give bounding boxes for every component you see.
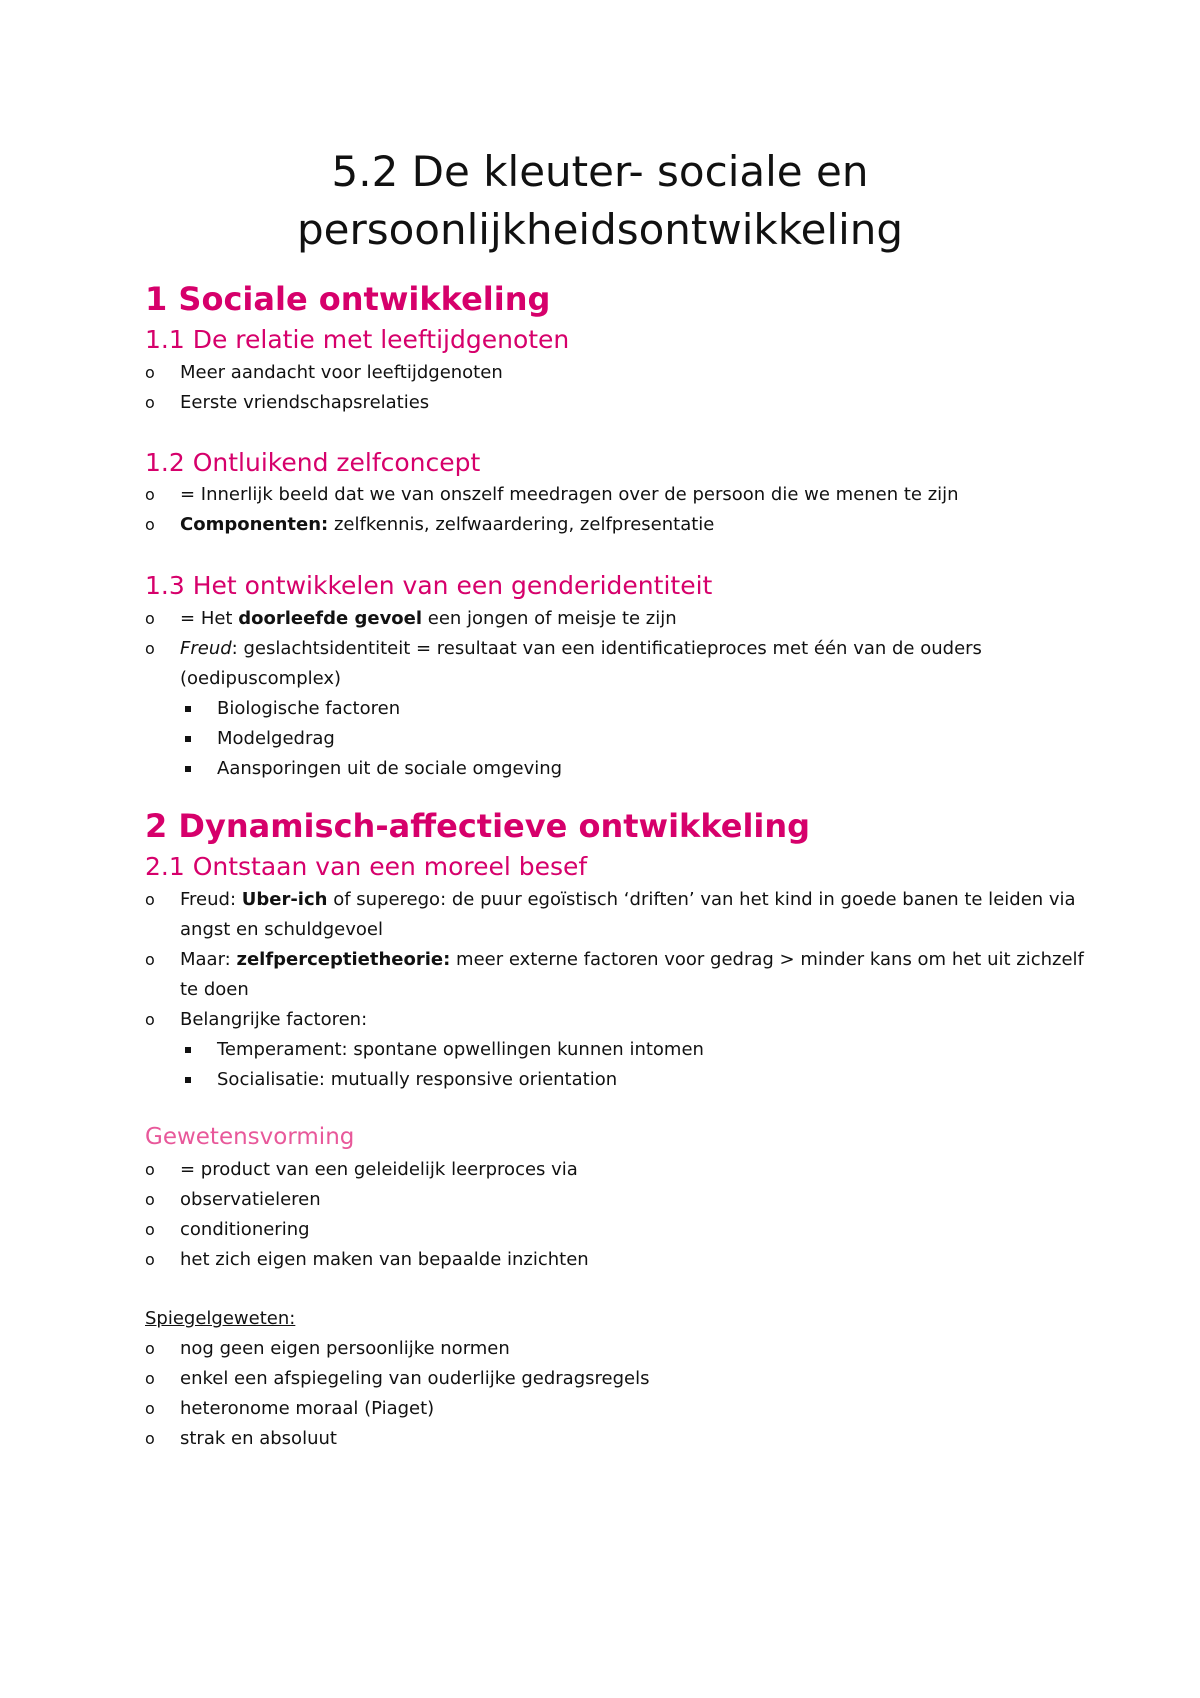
list-item: strak en absoluut — [180, 1428, 337, 1449]
heading-gewetensvorming: Gewetensvorming — [145, 1124, 355, 1150]
item-text: meer externe factoren voor gedrag > minder kans om het uit zichzelf — [450, 949, 1084, 970]
list-item: Eerste vriendschapsrelaties — [180, 392, 430, 413]
heading-genderidentiteit: 1.3 Het ontwikkelen van een genderidentiteit — [145, 571, 713, 600]
list-item: = Innerlijk beeld dat we van onszelf meedragen over de persoon die we menen te zijn — [180, 484, 959, 505]
square-bullet-icon — [185, 1077, 191, 1083]
bullet: o — [145, 639, 155, 658]
item-label: Socialisatie: — [217, 1069, 325, 1090]
square-bullet-icon — [185, 766, 191, 772]
sub-list-item: Biologische factoren — [217, 698, 401, 719]
item-text: spontane opwellingen kunnen intomen — [347, 1039, 704, 1060]
square-bullet-icon — [185, 736, 191, 742]
bullet: o — [145, 1220, 155, 1239]
item-text: Maar: — [180, 949, 237, 970]
heading-sociale-ontwikkeling: 1 Sociale ontwikkeling — [145, 280, 551, 318]
sub-list-item — [217, 1038, 704, 1062]
title-line-1: 5.2 De kleuter- sociale en — [331, 147, 869, 196]
item-text: zelfkennis, zelfwaardering, zelfpresentatie — [328, 514, 715, 535]
item-text: Freud: — [180, 889, 242, 910]
bullet: o — [145, 1010, 155, 1029]
heading-ontluikend-zelfconcept: 1.2 Ontluikend zelfconcept — [145, 448, 481, 477]
sub-list-item: Modelgedrag — [217, 728, 335, 749]
spiegelgeweten-label: Spiegelgeweten: — [145, 1308, 296, 1329]
list-item: = product van een geleidelijk leerproces via — [180, 1159, 578, 1180]
square-bullet-icon — [185, 1047, 191, 1053]
list-item: het zich eigen maken van bepaalde inzichten — [180, 1249, 589, 1270]
bullet: o — [145, 950, 155, 969]
bullet: o — [145, 485, 155, 504]
sub-list-item — [217, 1068, 617, 1092]
item-text: = — [180, 608, 201, 629]
bold-term: Uber-ich — [241, 889, 328, 910]
bullet: o — [145, 363, 155, 382]
document-title — [0, 143, 1200, 259]
bold-term: zelfperceptietheorie: — [236, 949, 451, 970]
bold-term: doorleefde gevoel — [238, 608, 423, 629]
heading-relatie-leeftijdgenoten: 1.1 De relatie met leeftijdgenoten — [145, 325, 570, 354]
list-item: Meer aandacht voor leeftijdgenoten — [180, 362, 503, 383]
item-label: Temperament: — [217, 1039, 348, 1060]
bullet: o — [145, 1399, 155, 1418]
bullet: o — [145, 609, 155, 628]
item-text: of superego: de puur egoïstisch ‘driften’ van het kind in goede banen te leiden via — [327, 889, 1076, 910]
bullet: o — [145, 1429, 155, 1448]
list-item-continuation: angst en schuldgevoel — [180, 919, 383, 940]
list-item-continuation: te doen — [180, 979, 249, 1000]
list-item-continuation: (oedipuscomplex) — [180, 668, 342, 689]
list-item — [180, 513, 714, 537]
item-text: mutually responsive orientation — [324, 1069, 618, 1090]
title-line-2: persoonlijkheidsontwikkeling — [296, 205, 904, 254]
list-item — [180, 888, 1076, 912]
list-item — [180, 948, 1084, 972]
bullet: o — [145, 1190, 155, 1209]
heading-moreel-besef: 2.1 Ontstaan van een moreel besef — [145, 852, 588, 881]
bullet: o — [145, 1369, 155, 1388]
item-text: : geslachtsidentiteit = resultaat van een identificatieproces met één van de ouders — [231, 638, 982, 659]
bullet: o — [145, 393, 155, 412]
item-text: Het — [200, 608, 239, 629]
heading-dynamisch-affectieve: 2 Dynamisch-affectieve ontwikkeling — [145, 807, 811, 845]
bold-term: Componenten: — [180, 514, 329, 535]
bullet: o — [145, 890, 155, 909]
sub-list-item: Aansporingen uit de sociale omgeving — [217, 758, 563, 779]
list-item — [180, 607, 677, 631]
list-item: observatieleren — [180, 1189, 321, 1210]
item-text: een jongen of meisje te zijn — [422, 608, 677, 629]
list-item: enkel een afspiegeling van ouderlijke gedragsregels — [180, 1368, 650, 1389]
list-item: heteronome moraal (Piaget) — [180, 1398, 435, 1419]
italic-term: Freud — [180, 638, 232, 659]
bullet: o — [145, 1160, 155, 1179]
square-bullet-icon — [185, 706, 191, 712]
bullet: o — [145, 1250, 155, 1269]
bullet: o — [145, 515, 155, 534]
list-item: conditionering — [180, 1219, 310, 1240]
bullet: o — [145, 1339, 155, 1358]
list-item: Belangrijke factoren: — [180, 1009, 368, 1030]
list-item: nog geen eigen persoonlijke normen — [180, 1338, 510, 1359]
list-item — [180, 637, 982, 661]
